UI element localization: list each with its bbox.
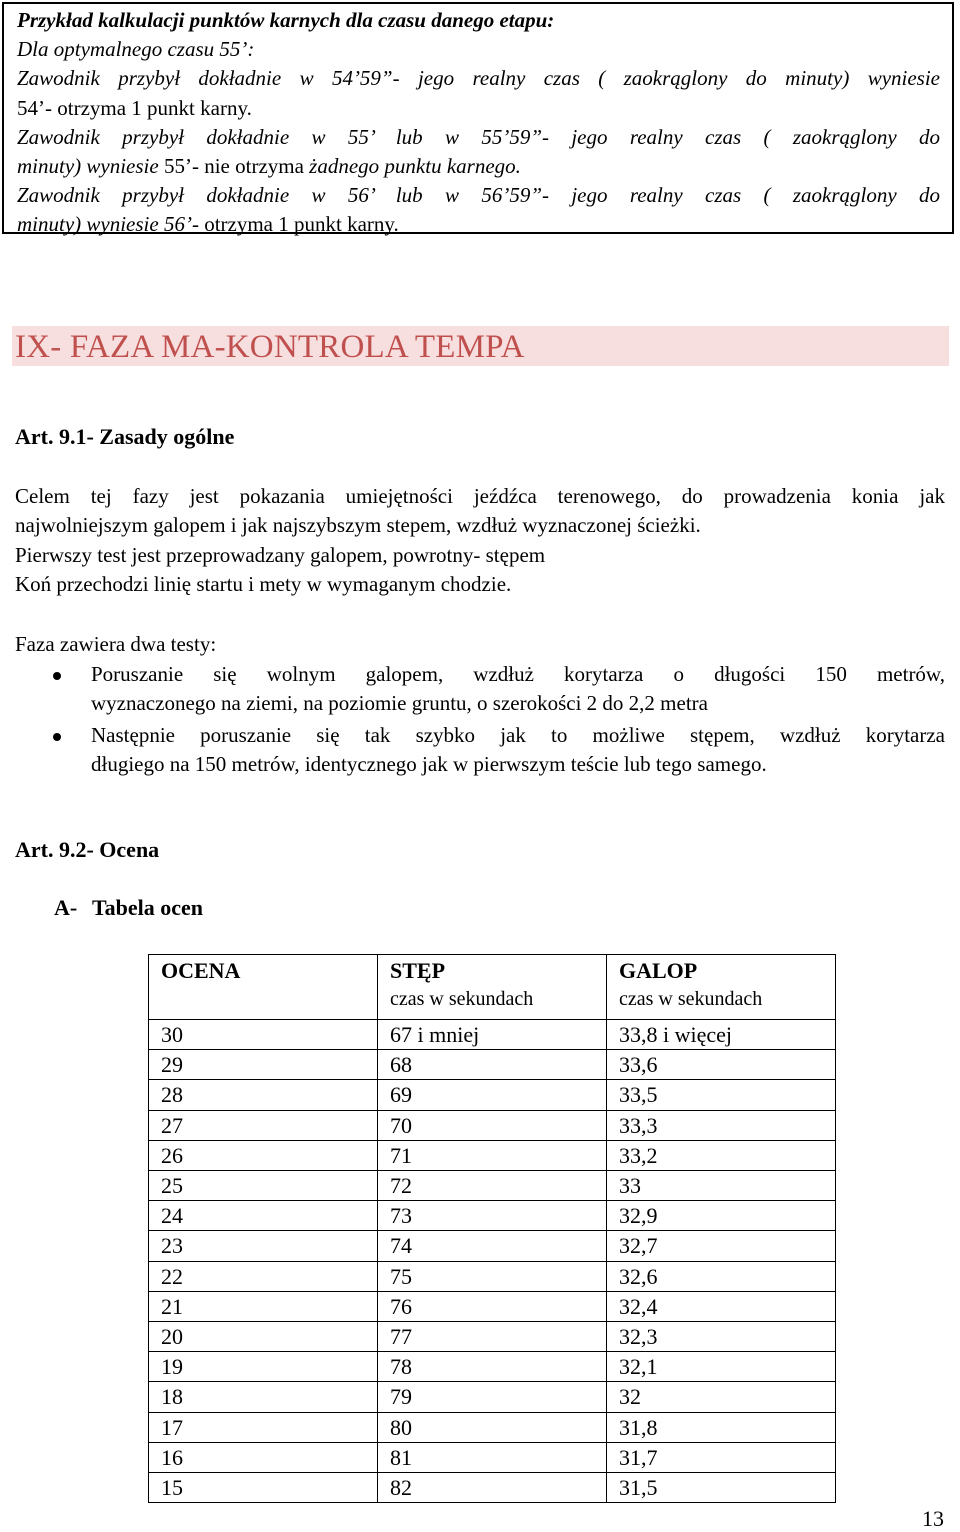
table-row [149, 1322, 836, 1352]
table-cell: 30 [149, 1020, 378, 1050]
table-cell: 31,7 [607, 1442, 836, 1472]
header-step [378, 955, 607, 1020]
header-galop [607, 955, 836, 1020]
table-cell: 68 [378, 1050, 607, 1080]
table-cell: 72 [378, 1171, 607, 1201]
table-cell: 32,9 [607, 1201, 836, 1231]
bullet-icon [53, 672, 61, 680]
table-row [149, 1261, 836, 1291]
list-item [15, 660, 945, 719]
subheading-letter: A- [54, 895, 78, 920]
table-row [149, 1412, 836, 1442]
table-cell: 73 [378, 1201, 607, 1231]
example-case2-line2-c: żadnego punktu karnego. [309, 154, 521, 179]
example-case1-line1: Zawodnik przybył dokładnie w 54’59”- jego realny czas ( zaokrąglony do minuty) wyniesie [17, 66, 940, 91]
table-cell: 70 [378, 1110, 607, 1140]
header-sublabel: czas w sekundach [390, 988, 534, 1010]
table-cell: 21 [149, 1291, 378, 1321]
example-case3-line2-b: - otrzyma 1 punkt karny. [191, 212, 399, 237]
example-case2-line1: Zawodnik przybył dokładnie w 55’ lub w 55’59”- jego realny czas ( zaokrąglony do [17, 124, 940, 149]
table-row [149, 1050, 836, 1080]
table-row [149, 1382, 836, 1412]
table-cell: 33,8 i więcej [607, 1020, 836, 1050]
example-case3-line2 [17, 210, 940, 239]
header-ocena [149, 955, 378, 1020]
table-cell: 24 [149, 1201, 378, 1231]
table-cell: 33 [607, 1171, 836, 1201]
table-subheading [54, 895, 203, 921]
table-cell: 32,3 [607, 1322, 836, 1352]
table-row [149, 1442, 836, 1472]
table-cell: 78 [378, 1352, 607, 1382]
table-cell: 19 [149, 1352, 378, 1382]
table-row [149, 1352, 836, 1382]
example-case2-line2-a: minuty) wyniesie [17, 154, 159, 179]
example-title: Przykład kalkulacji punktów karnych dla czasu danego etapu: [17, 8, 555, 32]
table-cell: 69 [378, 1080, 607, 1110]
example-case2-line2 [17, 152, 940, 181]
example-box [2, 2, 954, 237]
table-cell: 22 [149, 1261, 378, 1291]
example-case1-line2: 54’- otrzyma 1 punkt karny. [17, 95, 252, 120]
table-cell: 33,6 [607, 1050, 836, 1080]
table-cell: 77 [378, 1322, 607, 1352]
header-label: GALOP [619, 958, 698, 983]
table-cell: 32 [607, 1382, 836, 1412]
table-cell: 25 [149, 1171, 378, 1201]
list-item [15, 721, 945, 780]
table-cell: 79 [378, 1382, 607, 1412]
table-cell: 15 [149, 1473, 378, 1503]
art-9-1-paragraph [15, 482, 945, 599]
table-cell: 71 [378, 1140, 607, 1170]
subheading-title: Tabela ocen [92, 895, 204, 920]
example-optimal: Dla optymalnego czasu 55’: [17, 37, 255, 62]
paragraph-line: Celem tej fazy jest pokazania umiejętności jeźdźca terenowego, do prowadzenia konia jak [15, 484, 945, 508]
table-cell: 76 [378, 1291, 607, 1321]
page-number: 13 [922, 1506, 944, 1531]
table-cell: 80 [378, 1412, 607, 1442]
table-row [149, 1110, 836, 1140]
table-cell: 33,3 [607, 1110, 836, 1140]
tests-intro: Faza zawiera dwa testy: [15, 632, 217, 656]
table-cell: 17 [149, 1412, 378, 1442]
table-cell: 74 [378, 1231, 607, 1261]
tests-list [15, 660, 945, 781]
table-cell: 32,4 [607, 1291, 836, 1321]
table-row [149, 1201, 836, 1231]
list-item-line: Poruszanie się wolnym galopem, wzdłuż korytarza o długości 150 metrów, [91, 662, 945, 686]
table-row [149, 1231, 836, 1261]
art-9-2-heading: Art. 9.2- Ocena [15, 837, 160, 862]
list-item-line: długiego na 150 metrów, identycznego jak w pierwszym teście lub tego samego. [91, 751, 767, 776]
scores-table [148, 954, 836, 1503]
table-row [149, 1473, 836, 1503]
paragraph-line: najwolniejszym galopem i jak najszybszym stepem, wzdłuż wyznaczonej ścieżki. [15, 513, 701, 538]
table-row [149, 1291, 836, 1321]
table-cell: 28 [149, 1080, 378, 1110]
table-cell: 16 [149, 1442, 378, 1472]
table-cell: 18 [149, 1382, 378, 1412]
table-cell: 33,2 [607, 1140, 836, 1170]
table-cell: 33,5 [607, 1080, 836, 1110]
table-cell: 67 i mniej [378, 1020, 607, 1050]
table-cell: 20 [149, 1322, 378, 1352]
table-row [149, 1020, 836, 1050]
section-title: IX- FAZA MA-KONTROLA TEMPA [15, 329, 525, 365]
table-cell: 75 [378, 1261, 607, 1291]
table-header-row [149, 955, 836, 1020]
table-cell: 23 [149, 1231, 378, 1261]
table-cell: 27 [149, 1110, 378, 1140]
paragraph-line: Koń przechodzi linię startu i mety w wymaganym chodzie. [15, 571, 512, 596]
list-item-line: Następnie poruszanie się tak szybko jak to możliwe stępem, wzdłuż korytarza [91, 722, 945, 747]
table-row [149, 1171, 836, 1201]
table-cell: 32,6 [607, 1261, 836, 1291]
bullet-icon [53, 733, 61, 741]
example-case2-line2-b: 55’- nie otrzyma [163, 154, 304, 179]
table-row [149, 1140, 836, 1170]
table-cell: 32,7 [607, 1231, 836, 1261]
example-case3-line1: Zawodnik przybył dokładnie w 56’ lub w 56’59”- jego realny czas ( zaokrąglony do [17, 183, 940, 208]
table-cell: 31,5 [607, 1473, 836, 1503]
table-cell: 31,8 [607, 1412, 836, 1442]
table-cell: 81 [378, 1442, 607, 1472]
header-sublabel: czas w sekundach [619, 988, 763, 1010]
table-cell: 82 [378, 1473, 607, 1503]
art-9-1-heading: Art. 9.1- Zasady ogólne [15, 424, 235, 449]
example-case3-line2-a: minuty) wyniesie 56’ [17, 212, 192, 237]
header-label: STĘP [390, 958, 446, 983]
table-cell: 29 [149, 1050, 378, 1080]
header-label: OCENA [161, 958, 241, 983]
table-body [149, 1020, 836, 1503]
list-item-line: wyznaczonego na ziemi, na poziomie gruntu, o szerokości 2 do 2,2 metra [91, 691, 708, 716]
table-cell: 32,1 [607, 1352, 836, 1382]
paragraph-line: Pierwszy test jest przeprowadzany galopem, powrotny- stępem [15, 542, 546, 567]
table-row [149, 1080, 836, 1110]
table-cell: 26 [149, 1140, 378, 1170]
